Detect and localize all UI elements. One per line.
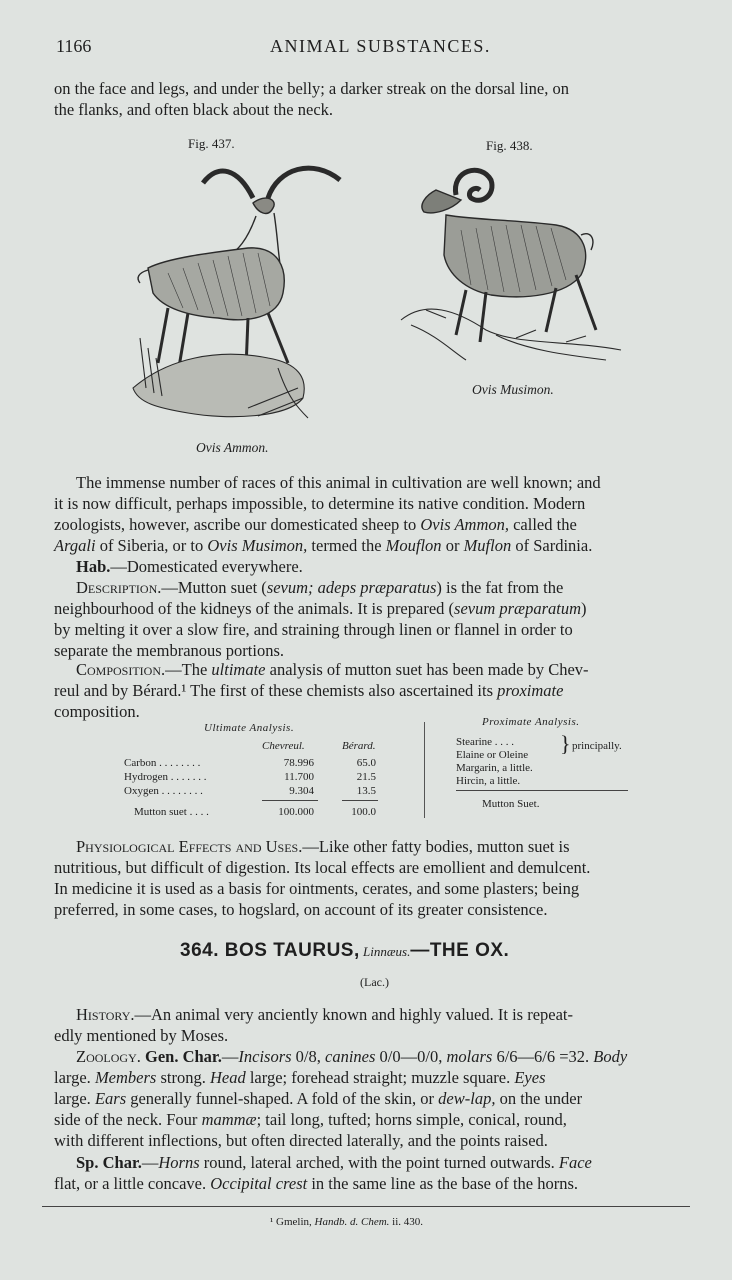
paragraph-line: Physiological Effects and Uses.—Like other fatty bodies, mutton suet is: [76, 837, 570, 856]
paragraph-line: by melting it over a slow fire, and straining through linen or flannel in order to: [54, 620, 573, 639]
paragraph-line: with different inflections, but often directed laterally, and the points raised.: [54, 1131, 548, 1150]
column-berard: Bérard.: [342, 740, 376, 752]
section-subtitle: (Lac.): [360, 975, 389, 989]
history-label: History.: [76, 1005, 135, 1024]
table-cell: Stearine . . . .: [456, 736, 515, 748]
table-cell: 65.0: [356, 757, 376, 769]
ovis-ammon-engraving: [128, 158, 348, 434]
paragraph-line: separate the membranous portions.: [54, 641, 285, 660]
composition-label: Composition.: [76, 660, 166, 679]
paragraph-line: Argali of Siberia, or to Ovis Musimon, termed the Mouflon or Muflon of Sardinia.: [54, 536, 593, 555]
table-cell: Hircin, a little.: [456, 775, 521, 787]
composition-paragraph: [54, 659, 694, 722]
paragraph-line: preferred, in some cases, to hogslard, on account of its greater consistence.: [54, 900, 548, 919]
history-paragraph: [54, 1004, 694, 1046]
intro-line: on the face and legs, and under the belly; a darker streak on the dorsal line, on: [54, 79, 569, 98]
figure-label-437: Fig. 437.: [188, 136, 235, 151]
total-berard: 100.0: [351, 806, 376, 818]
table-cell: 78.996: [283, 757, 314, 769]
berard-values: [340, 756, 376, 798]
brace: }: [560, 731, 571, 756]
description-paragraph: [54, 577, 694, 661]
proximate-total: Mutton Suet.: [482, 798, 540, 810]
section-common-name: —THE OX.: [410, 940, 510, 961]
paragraph-line: large. Ears generally funnel-shaped. A fold of the skin, or dew-lap, on the under: [54, 1089, 583, 1108]
paragraph-line: nutritious, but difficult of digestion. Its local effects are emollient and demulcent.: [54, 858, 591, 877]
section-number: 364.: [180, 940, 225, 961]
paragraph-line: In medicine it is used as a basis for ointments, cerates, and some plasters; being: [54, 879, 580, 898]
paragraph-line: Composition.—The ultimate analysis of mutton suet has been made by Chev-: [76, 660, 589, 679]
ovis-musimon-engraving: [396, 160, 630, 366]
total-chevreul: 100.000: [278, 806, 314, 818]
paragraph-line: Description.—Mutton suet (sevum; adeps præparatus) is the fat from the: [76, 578, 564, 597]
habitat-line: Hab.—Domesticated everywhere.: [76, 557, 303, 576]
zoology-label: Zoology.: [76, 1047, 141, 1066]
sum-rule: [342, 800, 378, 801]
table-cell: 13.5: [356, 785, 376, 797]
paragraph-line: edly mentioned by Moses.: [54, 1026, 229, 1045]
paragraph-line: Zoology. Gen. Char.—Incisors 0/8, canines 0/0—0/0, molars 6/6—6/6 =32. Body: [76, 1047, 628, 1066]
intro-line: the flanks, and often black about the neck.: [54, 100, 334, 119]
paragraph-line: History.—An animal very anciently known and highly valued. It is repeat-: [76, 1005, 573, 1024]
table-divider: [424, 722, 425, 818]
paragraph-line: reul and by Bérard.¹ The first of these chemists also ascertained its proximate: [54, 681, 564, 700]
table-cell: 11.700: [284, 771, 314, 783]
paragraph-line: composition.: [54, 702, 140, 721]
footnote: ¹ Gmelin, Handb. d. Chem. ii. 430.: [270, 1216, 424, 1228]
paragraph-line: zoologists, however, ascribe our domesticated sheep to Ovis Ammon, called the: [54, 515, 577, 534]
figure-label-438: Fig. 438.: [486, 138, 533, 153]
species-paragraph: [54, 1152, 694, 1194]
ultimate-row-names: [124, 756, 207, 798]
figure-caption-ovis-ammon: Ovis Ammon.: [196, 440, 269, 455]
running-title: ANIMAL SUBSTANCES.: [270, 36, 491, 56]
sum-rule: [262, 800, 318, 801]
zoology-paragraph: [54, 1046, 694, 1151]
figure-caption-ovis-musimon: Ovis Musimon.: [472, 382, 554, 397]
paragraph-line: it is now difficult, perhaps impossible, to determine its native condition. Modern: [54, 494, 586, 513]
physiological-label: Physiological Effects and Uses.: [76, 837, 303, 856]
sum-rule: [456, 790, 628, 791]
element-name: Carbon . . . . . . . .: [124, 757, 201, 769]
proximate-rows: [456, 736, 533, 788]
table-cell: 21.5: [356, 771, 376, 783]
table-cell: Elaine or Oleine: [456, 749, 529, 761]
section-title: BOS TAURUS,: [224, 940, 360, 961]
footnote-rule: [42, 1206, 690, 1207]
figure-ovis-musimon: [396, 160, 630, 366]
element-name: Hydrogen . . . . . . .: [124, 771, 207, 783]
description-label: Description.: [76, 578, 162, 597]
section-authority: Linnæus.: [359, 944, 411, 959]
element-name: Oxygen . . . . . . . .: [124, 785, 203, 797]
page-number: 1166: [56, 36, 92, 56]
ultimate-analysis-title: Ultimate Analysis.: [204, 722, 295, 734]
section-heading: [180, 940, 509, 962]
proximate-analysis-title: Proximate Analysis.: [482, 716, 580, 728]
paragraph-line: Sp. Char.—Horns round, lateral arched, with the point turned outwards. Face: [76, 1153, 592, 1172]
species-char-label: Sp. Char.: [76, 1153, 142, 1172]
paragraph-races: [54, 472, 694, 556]
habitat-label: Hab.: [76, 557, 111, 576]
intro-paragraph: [54, 78, 694, 120]
paragraph-line: The immense number of races of this animal in cultivation are well known; and: [76, 473, 601, 492]
chevreul-values: [262, 756, 314, 798]
table-cell: 9.304: [289, 785, 314, 797]
paragraph-line: side of the neck. Four mammæ; tail long, tufted; horns simple, conical, round,: [54, 1110, 567, 1129]
figure-ovis-ammon: [128, 158, 348, 434]
column-chevreul: Chevreul.: [262, 740, 305, 752]
paragraph-line: large. Members strong. Head large; forehead straight; muzzle square. Eyes: [54, 1068, 546, 1087]
physiological-paragraph: [54, 836, 694, 920]
genus-char-label: Gen. Char.: [145, 1047, 222, 1066]
brace-note: principally.: [572, 740, 622, 752]
total-row-name: Mutton suet . . . .: [134, 806, 209, 818]
table-cell: Margarin, a little.: [456, 762, 533, 774]
paragraph-line: flat, or a little concave. Occipital crest in the same line as the base of the horns.: [54, 1174, 579, 1193]
paragraph-line: neighbourhood of the kidneys of the animals. It is prepared (sevum præparatum): [54, 599, 587, 618]
